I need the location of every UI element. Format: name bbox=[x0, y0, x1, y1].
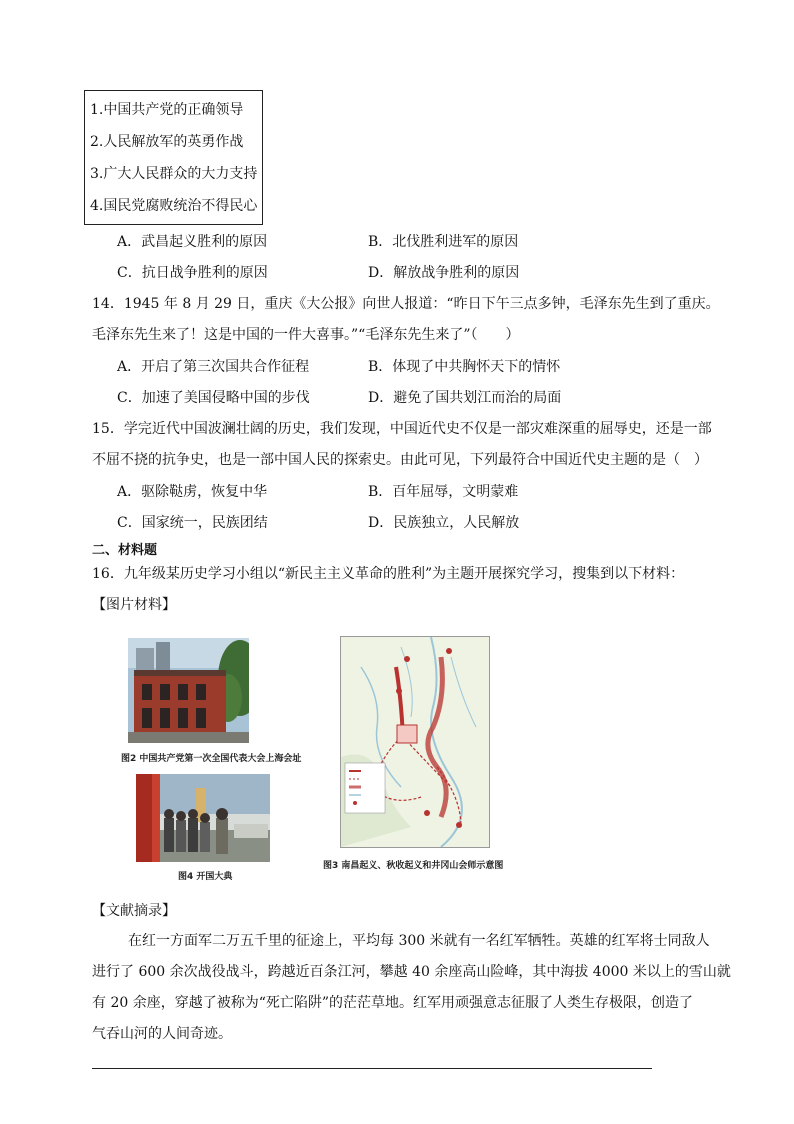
figure-2-caption: 图2 中国共产党第一次全国代表大会上海会址 bbox=[121, 754, 302, 764]
figure-3-caption: 图3 南昌起义、秋收起义和井冈山会师示意图 bbox=[323, 861, 504, 871]
q14-option-b: B．体现了中共胸怀天下的情怀 bbox=[368, 359, 561, 375]
statement-4: 4.国民党腐败统治不得民心 bbox=[90, 198, 258, 214]
statement-box bbox=[84, 90, 263, 225]
answer-line bbox=[92, 1068, 652, 1069]
excerpt-line-3: 有 20 余座，穿越了被称为“死亡陷阱”的茫茫草地。红军用顽强意志征服了人类生存极限，创造了 bbox=[92, 995, 694, 1011]
q13-option-b: B．北伐胜利进军的原因 bbox=[368, 234, 519, 250]
q14-stem-line2: 毛泽东先生来了！这是中国的一件大喜事。”“毛泽东先生来了”（ ） bbox=[92, 327, 520, 343]
congress-site-photo bbox=[128, 638, 249, 743]
q15-stem-line2: 不屈不挠的抗争史，也是一部中国人民的探索史。由此可见，下列最符合中国近代史主题的是（ ） bbox=[92, 452, 708, 468]
excerpt-line-1: 在红一方面军二万五千里的征途上，平均每 300 米就有一名红军牺牲。英雄的红军将士同敌人 bbox=[128, 933, 710, 949]
q15-option-a: A．驱除鞑虏，恢复中华 bbox=[117, 484, 268, 500]
q13-option-d: D．解放战争胜利的原因 bbox=[368, 265, 520, 281]
founding-ceremony-photo bbox=[136, 774, 270, 862]
uprising-route-map bbox=[340, 636, 490, 848]
q15-option-d: D．民族独立，人民解放 bbox=[368, 515, 520, 531]
figure-4-caption: 图4 开国大典 bbox=[178, 872, 233, 882]
q15-option-b: B．百年屈辱，文明蒙难 bbox=[368, 484, 519, 500]
excerpt-line-2: 进行了 600 余次战役战斗，跨越近百条江河，攀越 40 余座高山险峰，其中海拔 4000 米以上的雪山就 bbox=[92, 964, 731, 980]
statement-1: 1.中国共产党的正确领导 bbox=[90, 102, 244, 118]
q13-option-c: C．抗日战争胜利的原因 bbox=[117, 265, 268, 281]
picture-material-label: 【图片材料】 bbox=[92, 597, 176, 613]
q15-stem-line1: 15．学完近代中国波澜壮阔的历史，我们发现，中国近代史不仅是一部灾难深重的屈辱史，还是一部 bbox=[92, 421, 712, 437]
q14-option-c: C．加速了美国侵略中国的步伐 bbox=[117, 390, 310, 406]
document-excerpt-label: 【文献摘录】 bbox=[92, 903, 176, 919]
q14-option-a: A．开启了第三次国共合作征程 bbox=[117, 359, 310, 375]
statement-3: 3.广大人民群众的大力支持 bbox=[90, 166, 258, 182]
q14-stem-line1: 14．1945 年 8 月 29 日，重庆《大公报》向世人报道：“昨日下午三点多钟，毛泽东先生到了重庆。 bbox=[92, 296, 720, 312]
section-heading: 二、材料题 bbox=[92, 543, 158, 558]
q15-option-c: C．国家统一，民族团结 bbox=[117, 515, 268, 531]
q13-option-a: A．武昌起义胜利的原因 bbox=[117, 234, 268, 250]
excerpt-line-4: 气吞山河的人间奇迹。 bbox=[92, 1026, 232, 1042]
q16-stem: 16．九年级某历史学习小组以“新民主主义革命的胜利”为主题开展探究学习，搜集到以下材料： bbox=[92, 566, 685, 582]
statement-2: 2.人民解放军的英勇作战 bbox=[90, 134, 244, 150]
q14-option-d: D．避免了国共划江而治的局面 bbox=[368, 390, 562, 406]
